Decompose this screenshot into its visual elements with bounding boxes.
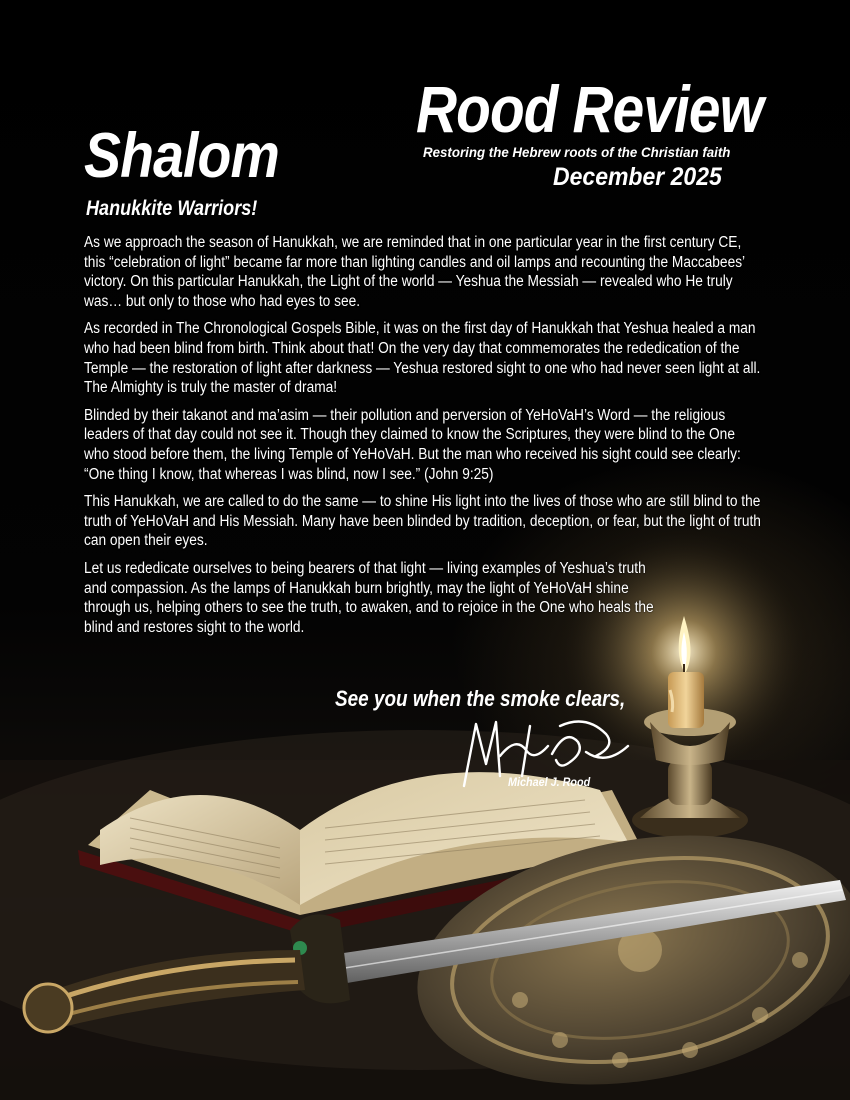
letter-paragraph: This Hanukkah, we are called to do the same — to shine His light into the lives of those who are still blind to the truth of YeHoVaH and His Messiah. Many have been blinded by tradition, deception, or fear, but the light of truth can open their eyes. — [84, 493, 761, 550]
issue-date: December 2025 — [553, 163, 722, 191]
signoff: See you when the smoke clears, — [335, 686, 626, 711]
greeting-title: Shalom — [84, 121, 279, 191]
letter-paragraph: As we approach the season of Hanukkah, we are reminded that in one particular year in the first century CE, this “celebration of light” became far more than lighting candles and oil lamps and recounting the Maccabees’ victory. On this particular Hanukkah, the Light of the world — Yeshua the Messiah — revealed who He truly was… but only to those who had eyes to see. — [84, 234, 745, 310]
greeting-subtitle: Hanukkite Warriors! — [86, 197, 258, 220]
masthead-tagline: Restoring the Hebrew roots of the Christian faith — [423, 144, 731, 160]
letter-paragraph: As recorded in The Chronological Gospels Bible, it was on the first day of Hanukkah that Yeshua healed a man who had been blind from birth. Think about that! On the very day that commemorates the rededication of the Temple — the restoration of light after darkness — Yeshua restored sight to one who had never seen light at all. The Almighty is truly the master of drama! — [84, 320, 761, 397]
signature-name: Michael J. Rood — [508, 775, 591, 789]
letter-paragraph: Blinded by their takanot and ma’asim — their pollution and perversion of YeHoVaH’s Word — the religious leaders of that day could not see it. Though they claimed to know the Scriptures, they were blind to the One who stood before them, the living Temple of YeHoVaH. But the man who received his sight could see clearly: “One thing I know, that whereas I was blind, now I see.” (John 9:25) — [84, 406, 741, 483]
letter-paragraph: Let us rededicate ourselves to being bearers of that light — living examples of Yeshua’s truth and compassion. As the lamps of Hanukkah burn brightly, may the light of YeHoVaH shine through us, helping others to see the truth, to awaken, and to rejoice in the One who heals the blind and restores sight to the world. — [84, 559, 654, 636]
letter-body — [84, 233, 762, 645]
masthead-title: Rood Review — [416, 72, 763, 146]
